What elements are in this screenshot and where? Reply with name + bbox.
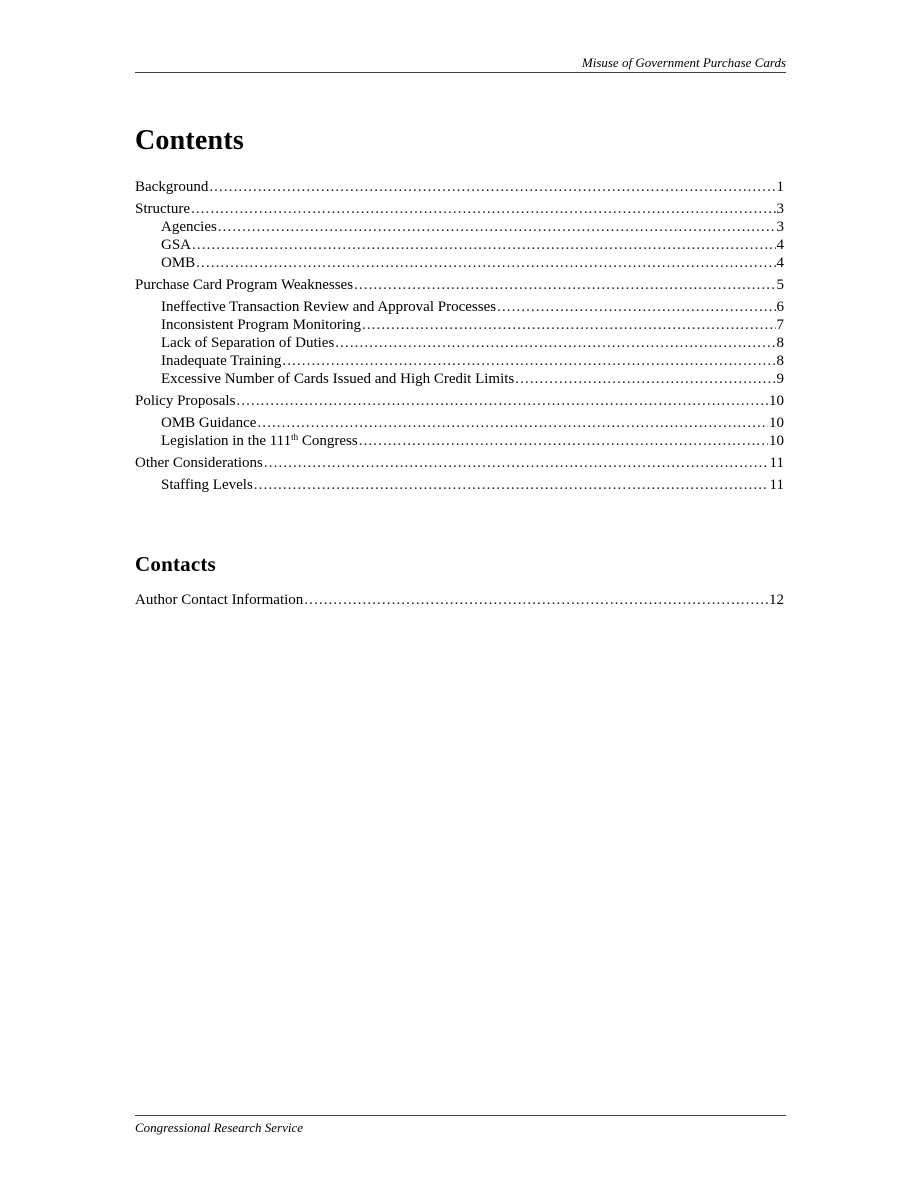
toc-entry-title-part: Congress <box>298 433 358 449</box>
toc-entry-page: 1 <box>776 179 784 195</box>
toc-entry-page: 4 <box>776 255 784 271</box>
toc-entry-omb[interactable] <box>135 254 784 272</box>
toc-dot-leader <box>282 352 775 370</box>
toc-entry-legislation-111th-congress[interactable] <box>135 432 784 450</box>
toc-entry-page: 9 <box>776 371 784 387</box>
toc-entry-structure[interactable] <box>135 200 784 218</box>
toc-dot-leader <box>264 454 769 472</box>
toc-entry-title: Inadequate Training <box>161 353 282 369</box>
toc-dot-leader <box>515 370 775 388</box>
toc-entry-title: OMB <box>161 255 196 271</box>
toc-entry-title: Structure <box>135 201 190 217</box>
toc-dot-leader <box>497 298 775 316</box>
toc-entry-lack-of-separation-of-duties[interactable] <box>135 334 784 352</box>
toc-dot-leader <box>196 254 775 272</box>
toc-entry-ineffective-transaction-review[interactable] <box>135 298 784 316</box>
toc-entry-page: 6 <box>776 299 784 315</box>
toc-dot-leader <box>335 334 775 352</box>
toc-dot-leader <box>191 200 776 218</box>
toc-entry-inconsistent-program-monitoring[interactable] <box>135 316 784 334</box>
toc-dot-leader <box>354 276 775 294</box>
toc-entry-page: 4 <box>776 237 784 253</box>
toc-entry-page: 8 <box>776 335 784 351</box>
toc-entry-page: 5 <box>776 277 784 293</box>
toc-entry-title: Purchase Card Program Weaknesses <box>135 277 354 293</box>
toc-entry-title: Background <box>135 179 209 195</box>
running-header: Misuse of Government Purchase Cards <box>581 55 786 70</box>
toc-dot-leader <box>218 218 776 236</box>
toc-entry-title: Other Considerations <box>135 455 263 471</box>
toc-entry-page: 10 <box>769 433 784 449</box>
toc-entry-title: Author Contact Information <box>135 592 304 608</box>
table-of-contents <box>135 178 784 494</box>
toc-entry-page: 10 <box>769 415 784 431</box>
toc-entry-title: Excessive Number of Cards Issued and High Credit Limits <box>161 371 515 387</box>
toc-dot-leader <box>304 591 768 609</box>
toc-dot-leader <box>362 316 776 334</box>
toc-entry-background[interactable] <box>135 178 784 196</box>
footer-rule <box>135 1115 786 1116</box>
toc-entry-author-contact-information[interactable] <box>135 591 784 609</box>
contacts-heading: Contacts <box>135 552 216 576</box>
running-footer: Congressional Research Service <box>135 1120 303 1135</box>
toc-dot-leader <box>254 476 769 494</box>
contents-heading: Contents <box>135 125 244 156</box>
ordinal-superscript: th <box>291 432 299 442</box>
toc-entry-title: Inconsistent Program Monitoring <box>161 317 361 333</box>
toc-entry-page: 8 <box>776 353 784 369</box>
toc-entry-title: Staffing Levels <box>161 477 253 493</box>
toc-entry-title: GSA <box>161 237 192 253</box>
toc-entry-page: 3 <box>776 219 784 235</box>
toc-entry-page: 11 <box>769 455 784 471</box>
toc-entry-excessive-number-of-cards[interactable] <box>135 370 784 388</box>
header-rule <box>135 72 786 73</box>
toc-entry-agencies[interactable] <box>135 218 784 236</box>
toc-entry-gsa[interactable] <box>135 236 784 254</box>
toc-dot-leader <box>192 236 775 254</box>
toc-entry-title: Agencies <box>161 219 217 235</box>
toc-entry-policy-proposals[interactable] <box>135 392 784 410</box>
toc-dot-leader <box>236 392 768 410</box>
toc-dot-leader <box>257 414 768 432</box>
toc-entry-page: 12 <box>769 592 784 608</box>
toc-entry-other-considerations[interactable] <box>135 454 784 472</box>
contacts-list <box>135 591 784 609</box>
toc-entry-page: 10 <box>769 393 784 409</box>
toc-entry-title <box>161 432 358 450</box>
toc-entry-omb-guidance[interactable] <box>135 414 784 432</box>
toc-entry-title: OMB Guidance <box>161 415 257 431</box>
toc-entry-staffing-levels[interactable] <box>135 476 784 494</box>
toc-dot-leader <box>359 432 768 450</box>
toc-entry-page: 3 <box>776 201 784 217</box>
toc-entry-title: Lack of Separation of Duties <box>161 335 335 351</box>
toc-entry-page: 7 <box>776 317 784 333</box>
toc-entry-inadequate-training[interactable] <box>135 352 784 370</box>
toc-dot-leader <box>209 178 775 196</box>
toc-entry-purchase-card-program-weaknesses[interactable] <box>135 276 784 294</box>
toc-entry-page: 11 <box>769 477 784 493</box>
toc-entry-title: Ineffective Transaction Review and Approval Processes <box>161 299 497 315</box>
toc-entry-title-part: Legislation in the 111 <box>161 433 292 449</box>
toc-entry-title: Policy Proposals <box>135 393 236 409</box>
